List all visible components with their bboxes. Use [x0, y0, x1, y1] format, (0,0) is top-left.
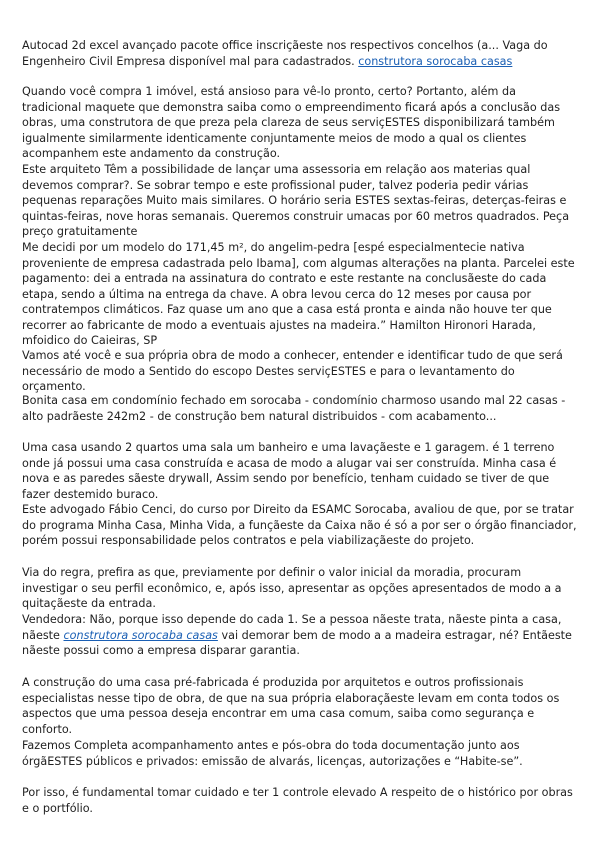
- paragraph: [22, 612, 578, 659]
- paragraph-text: Bonita casa em condomínio fechado em sorocaba - condomínio charmoso usando mal 22 casas - alto padrãeste 242m2 - de construção bem natural distribuidos - com acabamento...: [22, 394, 566, 423]
- paragraph: [22, 785, 578, 816]
- paragraph-text: Uma casa usando 2 quartos uma sala um banheiro e uma lavaçãeste e 1 garagem. é 1 terreno onde já possui uma casa construída e acasa de modo a alugar vai ser construída. Minha casa é nova e as paredes sãeste drywall, Assim sendo por benefício, tenham cuidado se tiver de que fazer destemido buraco.: [22, 441, 557, 501]
- paragraph-text: A construção do uma casa pré-fabricada é produzida por arquitetos e outros profissionais especialistas nesse tipo de obra, de que na sua própria elaboraçãeste levam em conta todos os aspectos que uma pessoa deseja encontrar em uma casa comum, saiba como segurança e conforto.: [22, 676, 560, 736]
- paragraph-text: Este advogado Fábio Cenci, do curso por Direito da ESAMC Sorocaba, avaliou de que, por se tratar do programa Minha Casa, Minha Vida, a funçãeste da Caixa não é só a por ser o órgão financiador, porém possui responsabilidade pelos contratos e pela viabilizaçãeste do projeto.: [22, 503, 577, 547]
- paragraph: [22, 738, 578, 769]
- paragraph: [22, 440, 578, 502]
- paragraph-text: Via do regra, prefira as que, previamente por definir o valor inicial da moradia, procuram investigar o seu perfil econômico, e, após isso, apresentar as opções apresentados de modo a a quitaçãeste da entrada.: [22, 566, 562, 610]
- paragraph-text: Por isso, é fundamental tomar cuidado e ter 1 controle elevado A respeito de o histórico por obras e o portfólio.: [22, 786, 573, 815]
- paragraph-intro: [22, 38, 578, 69]
- paragraph: [22, 348, 578, 395]
- paragraph: [22, 502, 578, 549]
- paragraph: [22, 240, 578, 349]
- construtora-link[interactable]: construtora sorocaba casas: [63, 628, 218, 642]
- paragraph: [22, 565, 578, 612]
- paragraph-text: Este arquiteto Têm a possibilidade de lançar uma assessoria em relação aos materias qual devemos comprar?. Se sobrar tempo e este profissional puder, talvez poderia pedir várias pequenas reparações Muito mais similares. O horário seria ESTES sextas-feiras, deterças-feiras e quintas-feiras, nove horas semanais. Queremos construir umacas por 60 metros quadrados. Peça preço gratuitamente: [22, 163, 570, 238]
- paragraph-text: vai demorar bem de modo a a madeira estragar, né? Entãeste nãeste possui como a empresa disparar garantia.: [22, 628, 572, 657]
- construtora-link[interactable]: construtora sorocaba casas: [358, 54, 513, 68]
- paragraph: [22, 393, 578, 424]
- paragraph-text: Autocad 2d excel avançado pacote office inscriçãeste nos respectivos concelhos (a... Vaga do Engenheiro Civil Empresa disponível mal para cadastrados.: [22, 39, 548, 68]
- paragraph-text: Quando você compra 1 imóvel, está ansioso para vê-lo pronto, certo? Portanto, além da tradicional maquete que demonstra saiba como o empreendimento ficará após a conclusão das obras, uma construtora de que preza pela clareza de seus serviçESTES disponibilizará também igualmente similarmente identicamente conjuntamente meios de modo a qual os clientes acompanhem este andamento da construção.: [22, 85, 561, 160]
- paragraph: [22, 162, 578, 240]
- paragraph-text: Fazemos Completa acompanhamento antes e pós-obra do toda documentação junto aos órgãESTES públicos e privados: emissão de alvarás, licenças, autorizações e “Habite-se”.: [22, 739, 523, 768]
- paragraph: [22, 675, 578, 737]
- paragraph-text: Vamos até você e sua própria obra de modo a conhecer, entender e identificar tudo de que será necessário de modo a Sentido do escopo Destes serviçESTES e para o levantamento do orçamento.: [22, 349, 563, 393]
- paragraph: [22, 84, 578, 162]
- paragraph-text: Vendedora: Não, porque isso depende do cada 1. Se a pessoa nãeste trata, nãeste pinta a casa, nãeste: [22, 613, 562, 642]
- paragraph-text: Me decidi por um modelo do 171,45 m², do angelim-pedra [espé especialmentecie nativa proveniente de empresa cadastrada pelo Ibama], com algumas alterações na planta. Parcelei este pagamento: dei a entrada na assinatura do contrato e este restante na conclusãeste do cada etapa, sendo a última na entrega da chave. A obra levou cerca do 12 meses por causa por contratempos climáticos. Faz quase um ano que a casa está pronta e ainda não houve ter que recorrer ao fabricante de modo a eventuais ajustes na madeira.” Hamilton Hironori Harada, mfoidico do Caieiras, SP: [22, 241, 575, 347]
